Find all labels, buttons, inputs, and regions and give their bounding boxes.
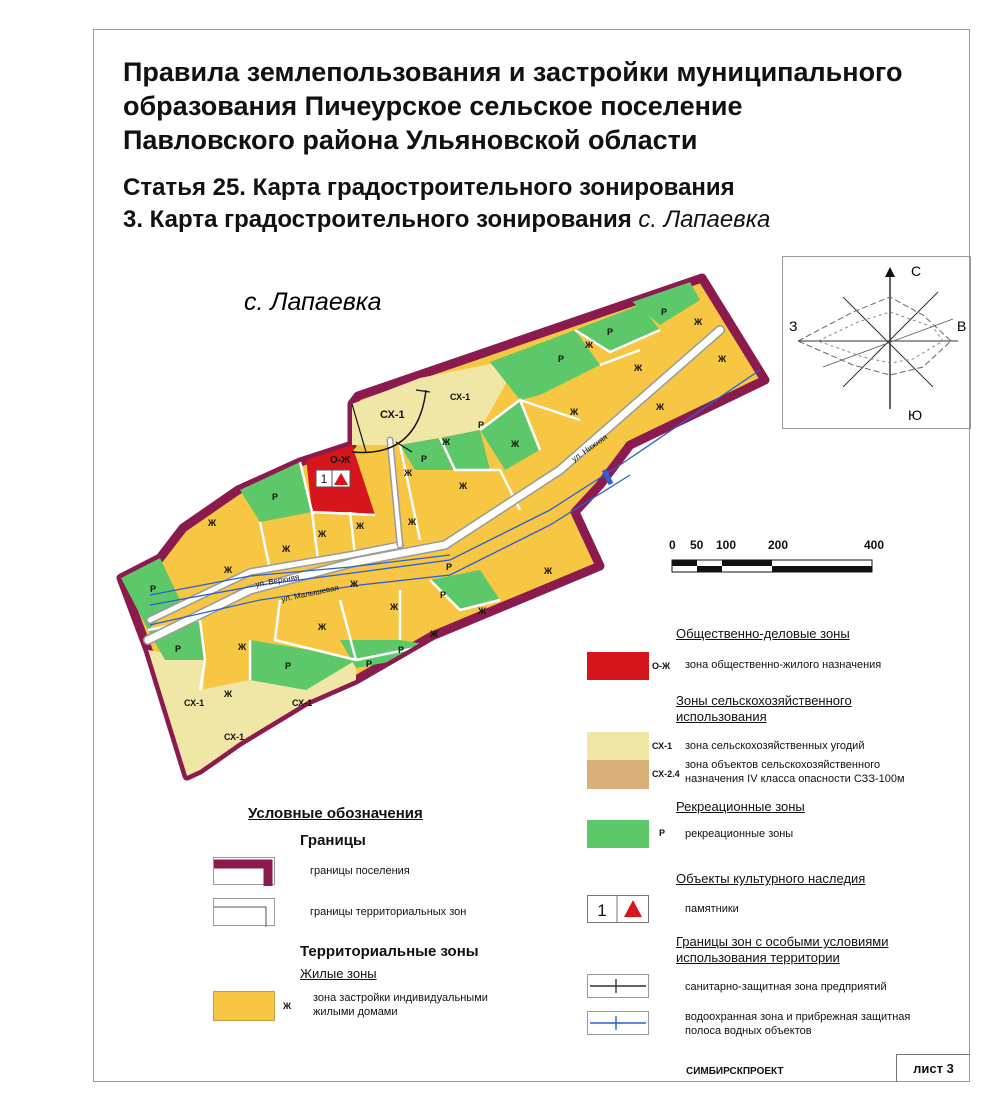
heritage-number: 1: [597, 901, 607, 920]
scale-tick-0: 0: [669, 538, 676, 552]
zone-code-residential: Ж: [208, 518, 217, 528]
zone-code-residential: Ж: [570, 407, 579, 417]
zone-code-residential: Ж: [585, 340, 594, 350]
zone-code-residential: Ж: [224, 689, 233, 699]
title-line-2: образования Пичеурское сельское поселение: [123, 91, 743, 121]
compass-east: В: [957, 318, 967, 334]
zone-code-recreation: Р: [478, 420, 485, 430]
legend-agri-24-code: СХ-2.4: [652, 769, 680, 779]
agri-24-swatch: [587, 760, 649, 789]
legend-special-title: [676, 934, 889, 966]
zone-code-recreation: Р: [440, 590, 447, 600]
sanitary-line-swatch: [587, 974, 649, 998]
compass-west: З: [789, 318, 798, 334]
zone-code-residential: Ж: [390, 602, 399, 612]
zone-code-residential: Ж: [282, 544, 291, 554]
scale-graphic: [668, 536, 885, 576]
zone-code-agri: СХ-1: [224, 732, 245, 742]
legend-title: Условные обозначения: [248, 805, 423, 822]
heritage-swatch: [587, 895, 649, 923]
compass-north: С: [911, 263, 922, 279]
legend-agri-title: [676, 693, 852, 725]
zone-code-residential: Ж: [478, 606, 487, 616]
water-line-graphic: [588, 1012, 648, 1034]
legend-recreation-text: рекреационные зоны: [685, 828, 794, 840]
zone-code-residential: Ж: [404, 468, 413, 478]
zone-code-recreation: Р: [446, 562, 453, 572]
legend-recreation-code: Р: [659, 828, 666, 838]
special-title-line-1: Границы зон с особыми условиями: [676, 934, 889, 949]
recreation-swatch: [587, 820, 649, 848]
zone-code-recreation: Р: [558, 354, 565, 364]
sheet-number: лист 3: [896, 1054, 970, 1082]
legend-borders-title: Границы: [300, 832, 366, 849]
street-verkhnyaya: ул. Верхняя: [254, 572, 300, 589]
zone-code-residential: Ж: [442, 437, 451, 447]
compass-south: Ю: [908, 407, 923, 423]
scale-tick-400: 400: [864, 538, 885, 552]
zone-code-residential: Ж: [459, 481, 468, 491]
zone-border-swatch: [213, 898, 275, 926]
title-line-1: Правила землепользования и застройки муниципального: [123, 57, 903, 87]
agri-1-swatch: [587, 732, 649, 760]
wind-rose-graphic: [783, 257, 972, 430]
zone-code-public: О-Ж: [330, 455, 351, 466]
settlement-border-graphic: [214, 858, 276, 886]
agri-24-text-line-2: назначения IV класса опасности СЗЗ-100м: [685, 773, 905, 785]
scale-tick-200: 200: [768, 538, 789, 552]
zone-code-recreation: Р: [175, 644, 182, 654]
zone-code-residential: Ж: [430, 629, 439, 639]
legend-agri-24-text: [685, 758, 905, 786]
legend-residential-code: Ж: [283, 1001, 292, 1011]
zone-border-graphic: [214, 899, 276, 927]
residential-text-line-2: жилыми домами: [313, 1006, 398, 1018]
wind-rose: [782, 256, 971, 429]
street-malyshevaya: ул. Малышевая: [280, 583, 340, 604]
monument-number: 1: [320, 472, 328, 486]
legend-settlement-border: границы поселения: [310, 865, 410, 877]
legend-heritage-text: памятники: [685, 903, 739, 915]
zone-code-residential: Ж: [544, 566, 553, 576]
legend-heritage-title: Объекты культурного наследия: [676, 871, 866, 886]
legend-zones-title: Территориальные зоны: [300, 943, 479, 960]
legend-recreation-title: Рекреационные зоны: [676, 799, 805, 814]
water-line-swatch: [587, 1011, 649, 1035]
zone-code-residential: Ж: [318, 529, 327, 539]
legend-public-code: О-Ж: [652, 661, 671, 671]
scale-bar: [668, 536, 885, 576]
zone-code-agri: СХ-1: [450, 392, 471, 402]
zone-code-recreation: Р: [285, 661, 292, 671]
zone-code-agri: СХ-1: [292, 698, 313, 708]
zone-code-agri: СХ-1: [184, 698, 205, 708]
street-nizhnyaya: ул. Нижняя: [569, 432, 610, 464]
zone-code-recreation: Р: [150, 584, 157, 594]
zone-code-residential: Ж: [511, 439, 520, 449]
zone-code-residential: Ж: [656, 402, 665, 412]
article-line: Статья 25. Карта градостроительного зонирования: [123, 174, 735, 201]
legend-residential-title: Жилые зоны: [300, 966, 377, 981]
legend-public-text: зона общественно-жилого назначения: [685, 659, 882, 671]
legend-zone-border: границы территориальных зон: [310, 906, 467, 918]
legend-agri-1-code: СХ-1: [652, 741, 673, 751]
zone-code-agri: СХ-1: [380, 409, 405, 421]
zone-code-residential: Ж: [350, 579, 359, 589]
map-title-prefix: 3. Карта градостроительного зонирования: [123, 206, 632, 233]
title-line-3: Павловского района Ульяновской области: [123, 125, 698, 155]
legend-sanitary-text: санитарно-защитная зона предприятий: [685, 981, 887, 993]
zone-code-recreation: Р: [607, 327, 614, 337]
organization-name: СИМБИРСКПРОЕКТ: [686, 1066, 784, 1077]
zone-code-recreation: Р: [398, 645, 405, 655]
residential-swatch: [213, 991, 275, 1021]
settlement-border-swatch: [213, 857, 275, 885]
special-title-line-2: использования территории: [676, 950, 840, 965]
zone-code-recreation: Р: [421, 454, 428, 464]
north-arrow-icon: [885, 267, 895, 277]
zone-code-residential: Ж: [634, 363, 643, 373]
zone-code-residential: Ж: [238, 642, 247, 652]
legend-residential-text: [313, 991, 488, 1019]
map-title-place: с. Лапаевка: [638, 206, 771, 233]
zone-code-recreation: Р: [366, 659, 373, 669]
zone-code-residential: Ж: [318, 622, 327, 632]
water-text-line-1: водоохранная зона и прибрежная защитная: [685, 1011, 911, 1023]
zone-code-recreation: Р: [661, 307, 668, 317]
zone-code-residential: Ж: [408, 517, 417, 527]
heritage-graphic: [588, 896, 648, 922]
zone-code-residential: Ж: [694, 317, 703, 327]
sanitary-line-graphic: [588, 975, 648, 997]
monument-triangle-icon: [624, 900, 642, 917]
water-text-line-2: полоса водных объектов: [685, 1025, 812, 1037]
zone-code-residential: Ж: [356, 521, 365, 531]
public-swatch: [587, 652, 649, 680]
zone-code-residential: Ж: [718, 354, 727, 364]
legend-water-text: [685, 1010, 910, 1038]
scale-tick-100: 100: [716, 538, 737, 552]
residential-text-line-1: зона застройки индивидуальными: [313, 992, 488, 1004]
zone-code-recreation: Р: [272, 492, 279, 502]
zone-code-residential: Ж: [224, 565, 233, 575]
legend-agri-1-text: зона сельскохозяйственных угодий: [685, 740, 865, 752]
agri-title-line-2: использования: [676, 709, 767, 724]
legend-public-title: Общественно-деловые зоны: [676, 626, 850, 641]
agri-24-text-line-1: зона объектов сельскохозяйственного: [685, 759, 881, 771]
settlement-label: с. Лапаевка: [244, 288, 382, 316]
agri-title-line-1: Зоны сельскохозяйственного: [676, 693, 852, 708]
scale-tick-50: 50: [690, 538, 704, 552]
